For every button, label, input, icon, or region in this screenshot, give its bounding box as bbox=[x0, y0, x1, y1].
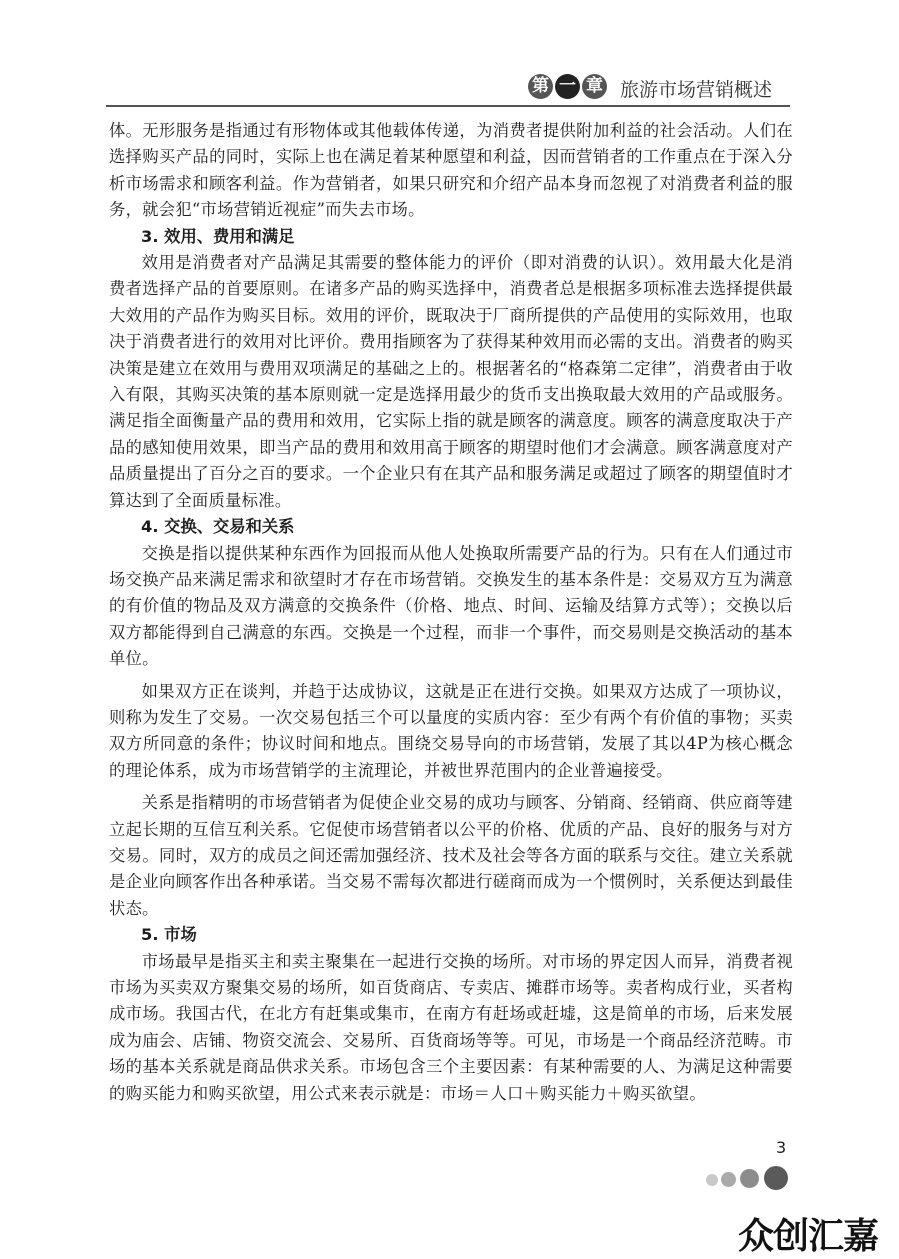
paragraph-market: 市场最早是指买主和卖主聚集在一起进行交换的场所。对市场的界定因人而异，消费者视市场为买卖双方聚集交易的场所，如百货商店、专卖店、摊群市场等。卖者构成行业，买者构成市场。我国古代，在北方有赶集或集市，在南方有赶场或赶墟，这是简单的市场，后来发展成为庙会、店铺、物资交流会、交易所、百货商场等等。可见，市场是一个商品经济范畴。市场的基本关系就是商品供求关系。市场包含三个主要因素：有某种需要的人、为满足这种需要的购买能力和购买欲望，用公式来表示就是：市场＝人口＋购买能力＋购买欲望。 bbox=[109, 951, 793, 1103]
watermark-logo: 众创汇嘉 bbox=[738, 1216, 879, 1257]
chapter-number: 一 bbox=[555, 74, 580, 99]
running-header bbox=[528, 74, 786, 104]
chapter-title: 旅游市场营销概述 bbox=[620, 79, 773, 101]
paragraph-continuation: 体。无形服务是指通过有形物体或其他载体传递，为消费者提供附加利益的社会活动。人们在选择购买产品的同时，实际上也在满足着某种愿望和利益，因而营销者的工作重点在于深入分析市场需求和顾客利益。作为营销者，如果只研究和介绍产品本身而忽视了对消费者利益的服务，就会犯“市场营销近视症”而失去市场。 bbox=[109, 121, 793, 220]
dot-4 bbox=[764, 1166, 788, 1190]
dot-3 bbox=[740, 1169, 759, 1188]
decorative-dots bbox=[706, 1166, 790, 1190]
paragraph-exchange: 交换是指以提供某种东西作为回报而从他人处换取所需要产品的行为。只有在人们通过市场交换产品来满足需求和欲望时才存在市场营销。交换发生的基本条件是：交易双方互为满意的有价值的物品及双方满意的交换条件（价格、地点、时间、运输及结算方式等）；交换以后双方都能得到自己满意的东西。交换是一个过程，而非一个事件，而交易则是交换活动的基本单位。 bbox=[109, 543, 793, 669]
paragraph-relationship: 关系是指精明的市场营销者为促使企业交易的成功与顾客、分销商、经销商、供应商等建立起长期的互信互利关系。它促使市场营销者以公平的价格、优质的产品、良好的服务与对方交易。同时，双方的成员之间还需加强经济、技术及社会等各方面的联系与交往。建立关系就是企业向顾客作出各种承诺。当交易不需每次都进行磋商而成为一个惯例时，关系便达到最佳状态。 bbox=[109, 793, 793, 918]
dot-1 bbox=[706, 1174, 718, 1186]
chapter-char-last: 章 bbox=[582, 74, 607, 99]
paragraph-transaction: 如果双方正在谈判，并趋于达成协议，这就是正在进行交换。如果双方达成了一项协议，则称为发生了交易。一次交易包括三个可以量度的实质内容：至少有两个有价值的事物；买卖双方所同意的条件；协议时间和地点。围绕交易导向的市场营销，发展了其以4P为核心概念的理论体系，成为市场营销学的主流理论，并被世界范围内的企业普遍接受。 bbox=[109, 681, 793, 780]
header-divider bbox=[106, 105, 790, 107]
section-heading-3: 3. 效用、费用和满足 bbox=[141, 226, 295, 246]
dot-2 bbox=[721, 1172, 736, 1187]
page-number: 3 bbox=[776, 1138, 787, 1157]
section-heading-5: 5. 市场 bbox=[141, 925, 197, 945]
page-body bbox=[109, 118, 793, 1107]
paragraph-utility: 效用是消费者对产品满足其需要的整体能力的评价（即对消费的认识）。效用最大化是消费者选择产品的首要原则。在诸多产品的购买选择中，消费者总是根据多项标准去选择提供最大效用的产品作为购买目标。效用的评价，既取决于厂商所提供的产品使用的实际效用，也取决于消费者进行的效用对比评价。费用指顾客为了获得某种效用而必需的支出。消费者的购买决策是建立在效用与费用双项满足的基础之上的。根据著名的“格森第二定律”，消费者由于收入有限，其购买决策的基本原则就一定是选择用最少的货币支出换取最大效用的产品或服务。满足指全面衡量产品的费用和效用，它实际上指的就是顾客的满意度。顾客的满意度取决于产品的感知使用效果，即当产品的费用和效用高于顾客的期望时他们才会满意。顾客满意度对产品质量提出了百分之百的要求。一个企业只有在其产品和服务满足或超过了顾客的期望值时才算达到了全面质量标准。 bbox=[109, 253, 793, 510]
section-heading-4: 4. 交换、交易和关系 bbox=[141, 517, 295, 537]
chapter-badge bbox=[528, 74, 609, 99]
chapter-char-first: 第 bbox=[528, 74, 553, 99]
